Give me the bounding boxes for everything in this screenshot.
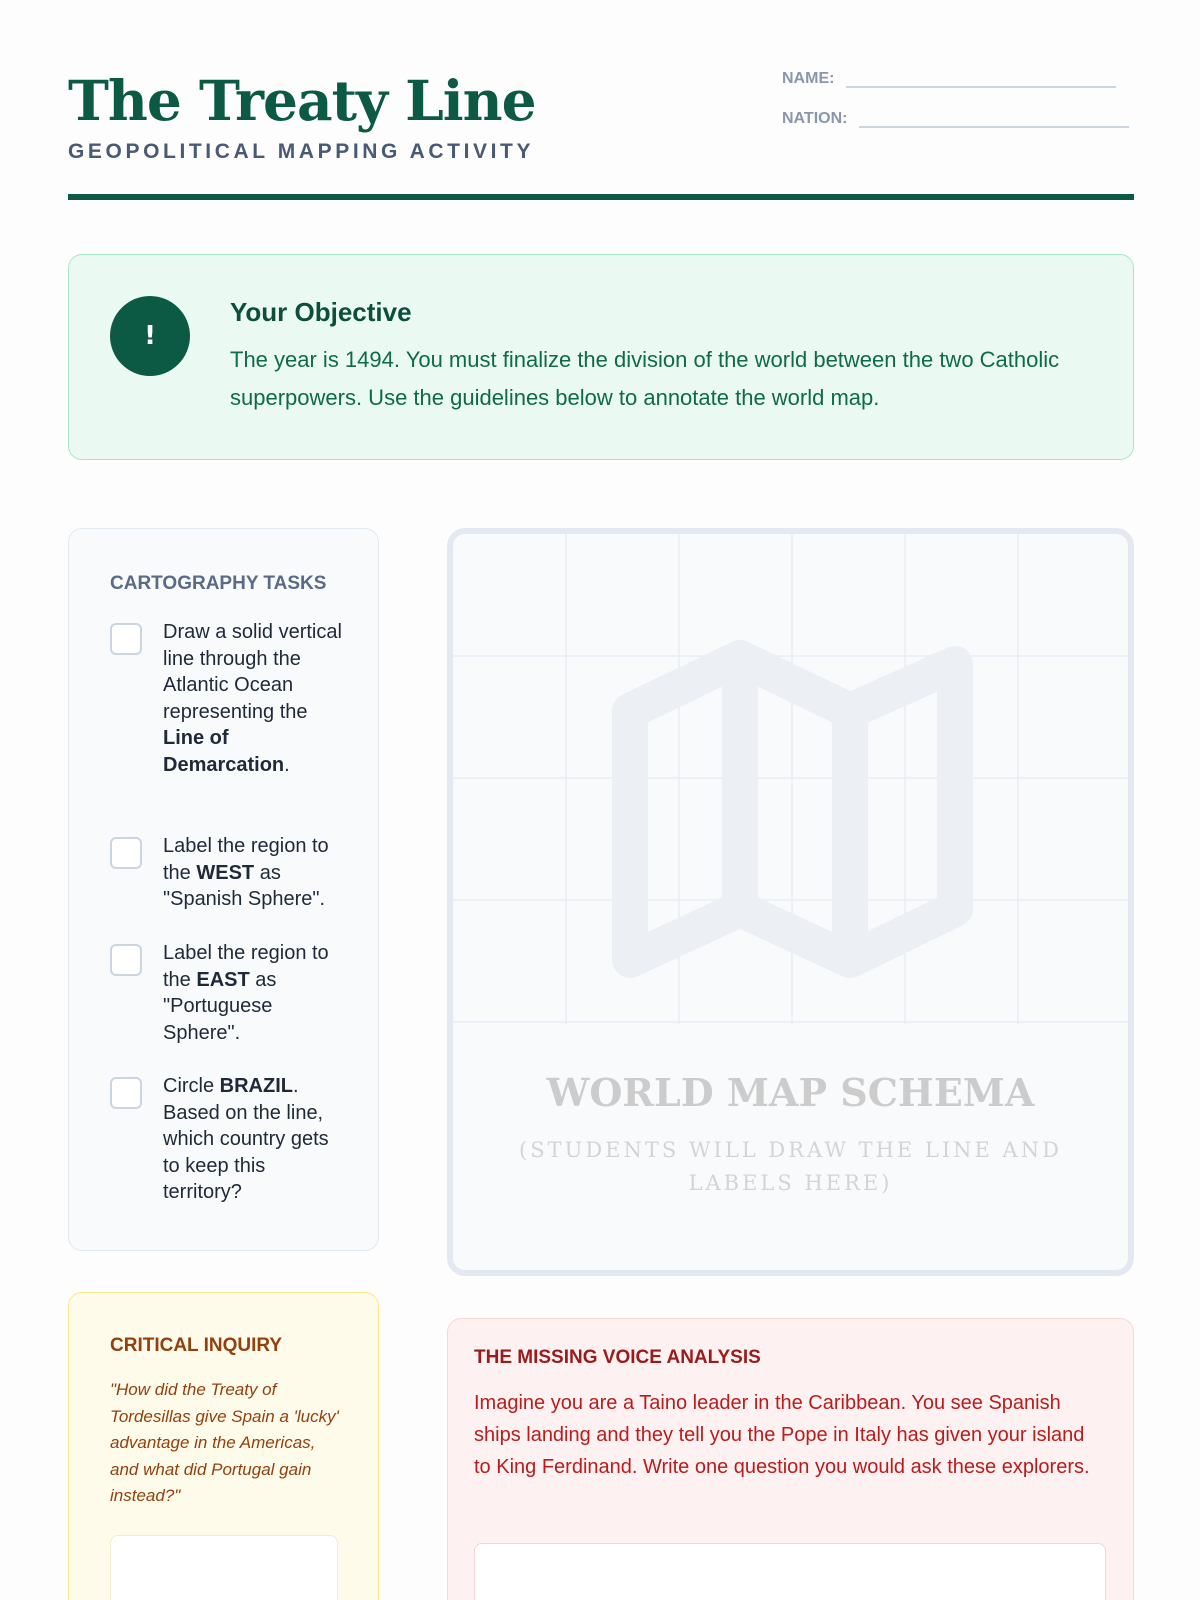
nation-input-line[interactable] — [859, 110, 1129, 128]
map-title: WORLD MAP SCHEMA — [546, 1070, 1035, 1115]
task-checkbox[interactable] — [110, 623, 142, 655]
task-text-bold: WEST — [196, 861, 255, 884]
voice-answer-box[interactable] — [474, 1543, 1106, 1600]
name-input-line[interactable] — [846, 70, 1116, 88]
missing-voice-card — [447, 1318, 1134, 1600]
nation-label: NATION: — [782, 110, 848, 127]
tasks-title: CARTOGRAPHY TASKS — [110, 573, 327, 594]
cartography-tasks-panel — [68, 528, 379, 1251]
task-checkbox[interactable] — [110, 837, 142, 869]
map-grid — [453, 534, 1128, 1024]
nation-field[interactable] — [782, 110, 1129, 128]
page-subtitle: GEOPOLITICAL MAPPING ACTIVITY — [68, 140, 535, 163]
objective-text: The year is 1494. You must finalize the division of the world between the two Catholic superpowers. Use the guidelines below to annotate the world map. — [230, 347, 1060, 410]
task-text-part: Draw a solid vertical line through the Atlantic Ocean representing the — [163, 621, 342, 723]
world-map-area[interactable] — [447, 528, 1134, 1276]
worksheet-header — [68, 60, 1134, 202]
task-text-part: as "Spanish Sphere". — [163, 861, 326, 911]
task-text — [163, 833, 347, 913]
task-text-part: as "Portuguese Sphere". — [163, 968, 277, 1044]
objective-card — [68, 254, 1134, 460]
voice-prompt: Imagine you are a Taino leader in the Caribbean. You see Spanish ships landing and they tell you the Pope in Italy has given your island to King Ferdinand. Write one question you would ask these explorers. — [474, 1392, 1090, 1478]
task-checkbox[interactable] — [110, 944, 142, 976]
task-text — [163, 940, 347, 1046]
task-text-part: . — [284, 753, 290, 776]
task-text-part: Label the region to the — [163, 942, 329, 991]
task-text — [163, 619, 347, 779]
map-instructions: (STUDENTS WILL DRAW THE LINE AND LABELS HERE) — [519, 1138, 1062, 1195]
inquiry-title: CRITICAL INQUIRY — [110, 1335, 283, 1356]
task-text-bold: Line of Demarcation — [163, 727, 285, 776]
name-field[interactable] — [782, 70, 1116, 88]
task-text-bold: BRAZIL — [219, 1075, 293, 1097]
header-divider — [68, 194, 1134, 200]
task-text-part: Circle — [163, 1075, 220, 1097]
task-text — [163, 1073, 347, 1206]
task-text-part: . Based on the line, which country gets to keep this territory? — [163, 1075, 329, 1204]
voice-title: THE MISSING VOICE ANALYSIS — [474, 1347, 761, 1368]
task-text-part: Label the region to the — [163, 835, 329, 884]
objective-title: Your Objective — [230, 297, 412, 327]
alert-icon: ! — [110, 296, 190, 376]
task-checkbox[interactable] — [110, 1077, 142, 1109]
inquiry-question: "How did the Treaty of Tordesillas give Spain a 'lucky' advantage in the Americas, and what did Portugal gain instead?" — [110, 1380, 339, 1506]
inquiry-answer-box[interactable] — [110, 1535, 338, 1600]
critical-inquiry-card — [68, 1292, 379, 1600]
name-label: NAME: — [782, 70, 835, 87]
page-title: The Treaty Line — [68, 68, 536, 133]
task-text-bold: EAST — [196, 968, 250, 991]
